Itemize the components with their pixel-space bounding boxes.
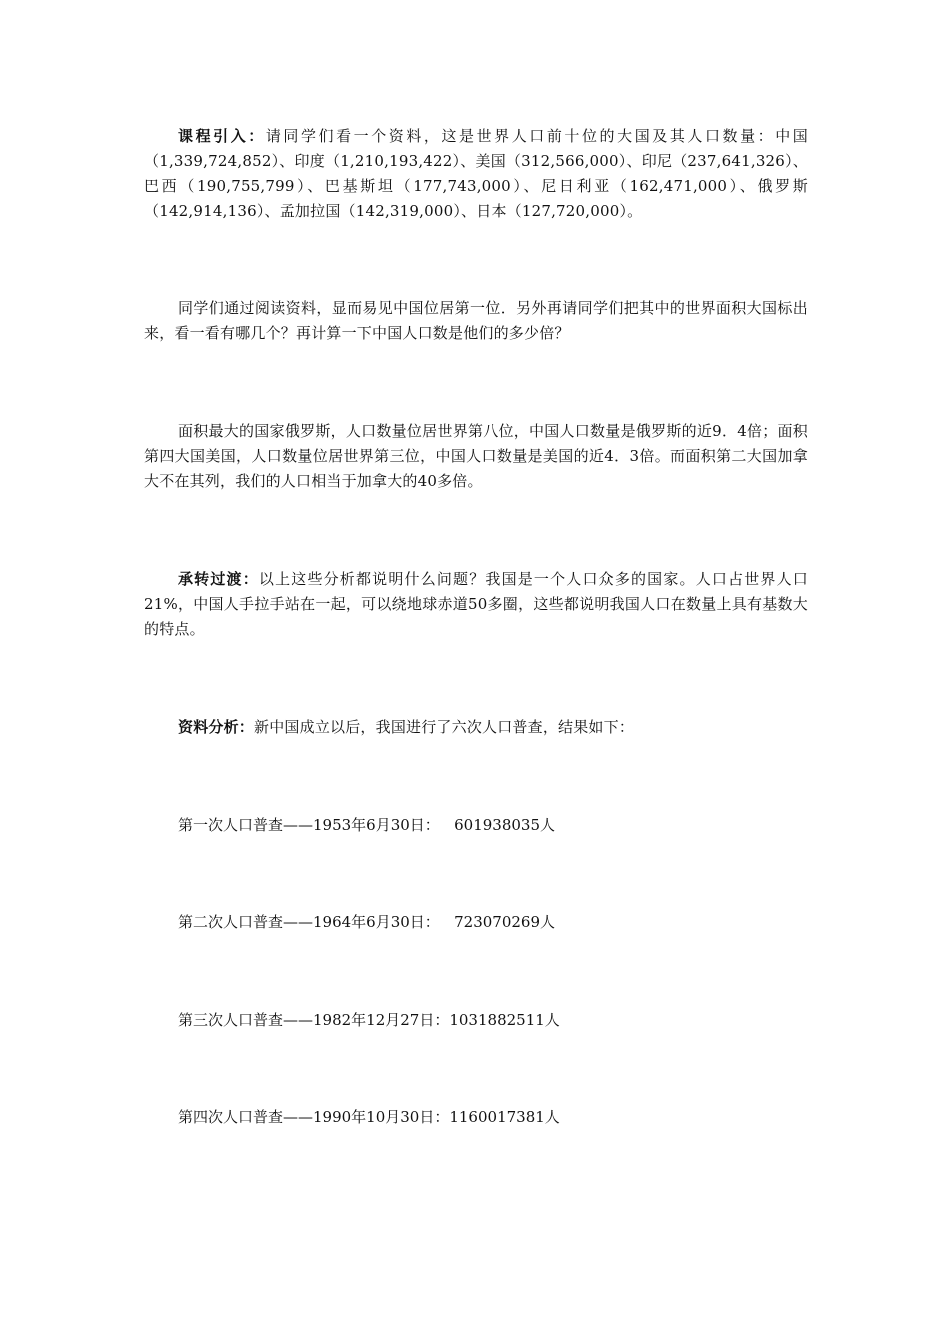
census-line-3: 第三次人口普查——1982年12月27日：1031882511人: [178, 1011, 560, 1029]
intro-text: 请同学们看一个资料，这是世界人口前十位的大国及其人口数量：中国（1,339,724,852）、印度（1,210,193,422）、美国（312,566,000）、印尼（237,641,326）、巴西（190,755,799）、巴基斯坦（177,743,000）、尼日利亚（162,471,000）、俄罗斯（142,914,136）、孟加拉国（142,319,000）、日本（127,720,000）。: [144, 127, 808, 220]
third-paragraph-text: 面积最大的国家俄罗斯，人口数量位居世界第八位，中国人口数量是俄罗斯的近9．4倍；面积第四大国美国，人口数量位居世界第三位，中国人口数量是美国的近4．3倍。而面积第二大国加拿大不在其列，我们的人口相当于加拿大的40多倍。: [144, 422, 808, 490]
second-paragraph: [144, 296, 808, 346]
census-line-2: 第二次人口普查——1964年6月30日： 723070269人: [178, 913, 556, 931]
second-paragraph-text: 同学们通过阅读资料，显而易见中国位居第一位．另外再请同学们把其中的世界面积大国标出来，看一看有哪几个？再计算一下中国人口数是他们的多少倍？: [144, 299, 808, 342]
analysis-label: 资料分析：: [178, 718, 255, 736]
analysis-paragraph: [144, 715, 808, 740]
census-line-4: 第四次人口普查——1990年10月30日：1160017381人: [178, 1108, 560, 1126]
intro-label: 课程引入：: [178, 127, 266, 145]
intro-paragraph: [144, 124, 808, 224]
transition-text: 以上这些分析都说明什么问题？我国是一个人口众多的国家。人口占世界人口21%，中国人手拉手站在一起，可以绕地球赤道50多圈，这些都说明我国人口在数量上具有基数大的特点。: [144, 570, 808, 638]
analysis-text: 新中国成立以后，我国进行了六次人口普查，结果如下：: [254, 718, 635, 736]
transition-label: 承转过渡：: [178, 570, 259, 588]
transition-paragraph: [144, 567, 808, 642]
third-paragraph: [144, 419, 808, 494]
census-line-1: 第一次人口普查——1953年6月30日： 601938035人: [178, 816, 556, 834]
